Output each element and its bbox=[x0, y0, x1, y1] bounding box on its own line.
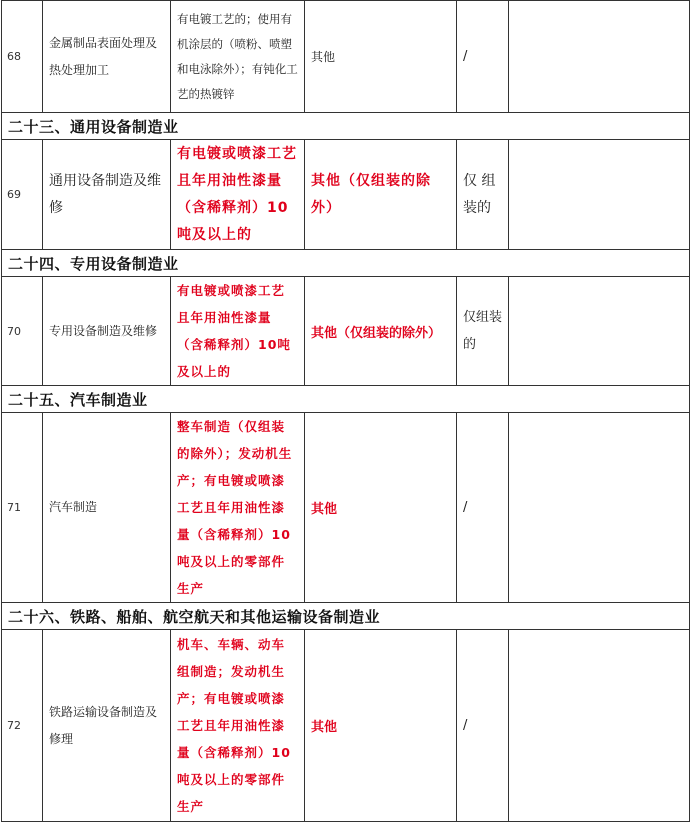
row-number: 70 bbox=[2, 277, 43, 386]
industry-name: 金属制品表面处理及热处理加工 bbox=[43, 1, 171, 113]
section-title: 二十四、专用设备制造业 bbox=[2, 250, 690, 277]
registration-requirement: 仅 组 装的 bbox=[457, 140, 509, 250]
row-number: 69 bbox=[2, 140, 43, 250]
section-header bbox=[2, 603, 690, 630]
table-row bbox=[2, 140, 690, 250]
section-title: 二十五、汽车制造业 bbox=[2, 386, 690, 413]
industry-classification-table bbox=[1, 0, 690, 822]
registration-requirement: / bbox=[457, 413, 509, 603]
table-row bbox=[2, 277, 690, 386]
registration-requirement: / bbox=[457, 630, 509, 822]
section-header bbox=[2, 250, 690, 277]
report-requirement: 有电镀工艺的；使用有机涂层的（喷粉、喷塑和电泳除外）；有钝化工艺的热镀锌 bbox=[171, 1, 305, 113]
industry-name: 专用设备制造及维修 bbox=[43, 277, 171, 386]
report-form bbox=[305, 277, 457, 386]
section-title: 二十三、通用设备制造业 bbox=[2, 113, 690, 140]
industry-name: 通用设备制造及维修 bbox=[43, 140, 171, 250]
report-requirement-text: 有电镀或喷漆工艺且年用油性漆量（含稀释剂）10吨及以上的 bbox=[177, 145, 297, 243]
report-form bbox=[305, 140, 457, 250]
table-row bbox=[2, 1, 690, 113]
report-requirement-text: 有电镀或喷漆工艺且年用油性漆量（含稀释剂）10吨及以上的 bbox=[177, 283, 291, 379]
report-form-text: 其他 bbox=[311, 720, 338, 735]
industry-name: 铁路运输设备制造及修理 bbox=[43, 630, 171, 822]
row-number: 72 bbox=[2, 630, 43, 822]
report-form-text: 其他（仅组装的除外） bbox=[311, 172, 431, 216]
section-header bbox=[2, 386, 690, 413]
report-requirement bbox=[171, 277, 305, 386]
empty-cell bbox=[509, 630, 690, 822]
report-requirement bbox=[171, 413, 305, 603]
empty-cell bbox=[509, 277, 690, 386]
report-form bbox=[305, 630, 457, 822]
report-form bbox=[305, 413, 457, 603]
report-requirement-text: 机车、车辆、动车组制造；发动机生产；有电镀或喷漆工艺且年用油性漆量（含稀释剂）10吨及以上的零部件生产 bbox=[177, 637, 291, 814]
empty-cell bbox=[509, 413, 690, 603]
report-form: 其他 bbox=[305, 1, 457, 113]
row-number: 71 bbox=[2, 413, 43, 603]
report-requirement bbox=[171, 140, 305, 250]
section-title: 二十六、铁路、船舶、航空航天和其他运输设备制造业 bbox=[2, 603, 690, 630]
empty-cell bbox=[509, 1, 690, 113]
table-row bbox=[2, 413, 690, 603]
report-form-text: 其他 bbox=[311, 502, 338, 517]
row-number: 68 bbox=[2, 1, 43, 113]
report-requirement-text: 整车制造（仅组装的除外）；发动机生产；有电镀或喷漆工艺且年用油性漆量（含稀释剂）10吨及以上的零部件生产 bbox=[177, 419, 293, 596]
registration-requirement: 仅组装的 bbox=[457, 277, 509, 386]
empty-cell bbox=[509, 140, 690, 250]
report-form-text: 其他（仅组装的除外） bbox=[311, 325, 442, 341]
registration-requirement: / bbox=[457, 1, 509, 113]
report-requirement bbox=[171, 630, 305, 822]
industry-name: 汽车制造 bbox=[43, 413, 171, 603]
table-row bbox=[2, 630, 690, 822]
section-header bbox=[2, 113, 690, 140]
